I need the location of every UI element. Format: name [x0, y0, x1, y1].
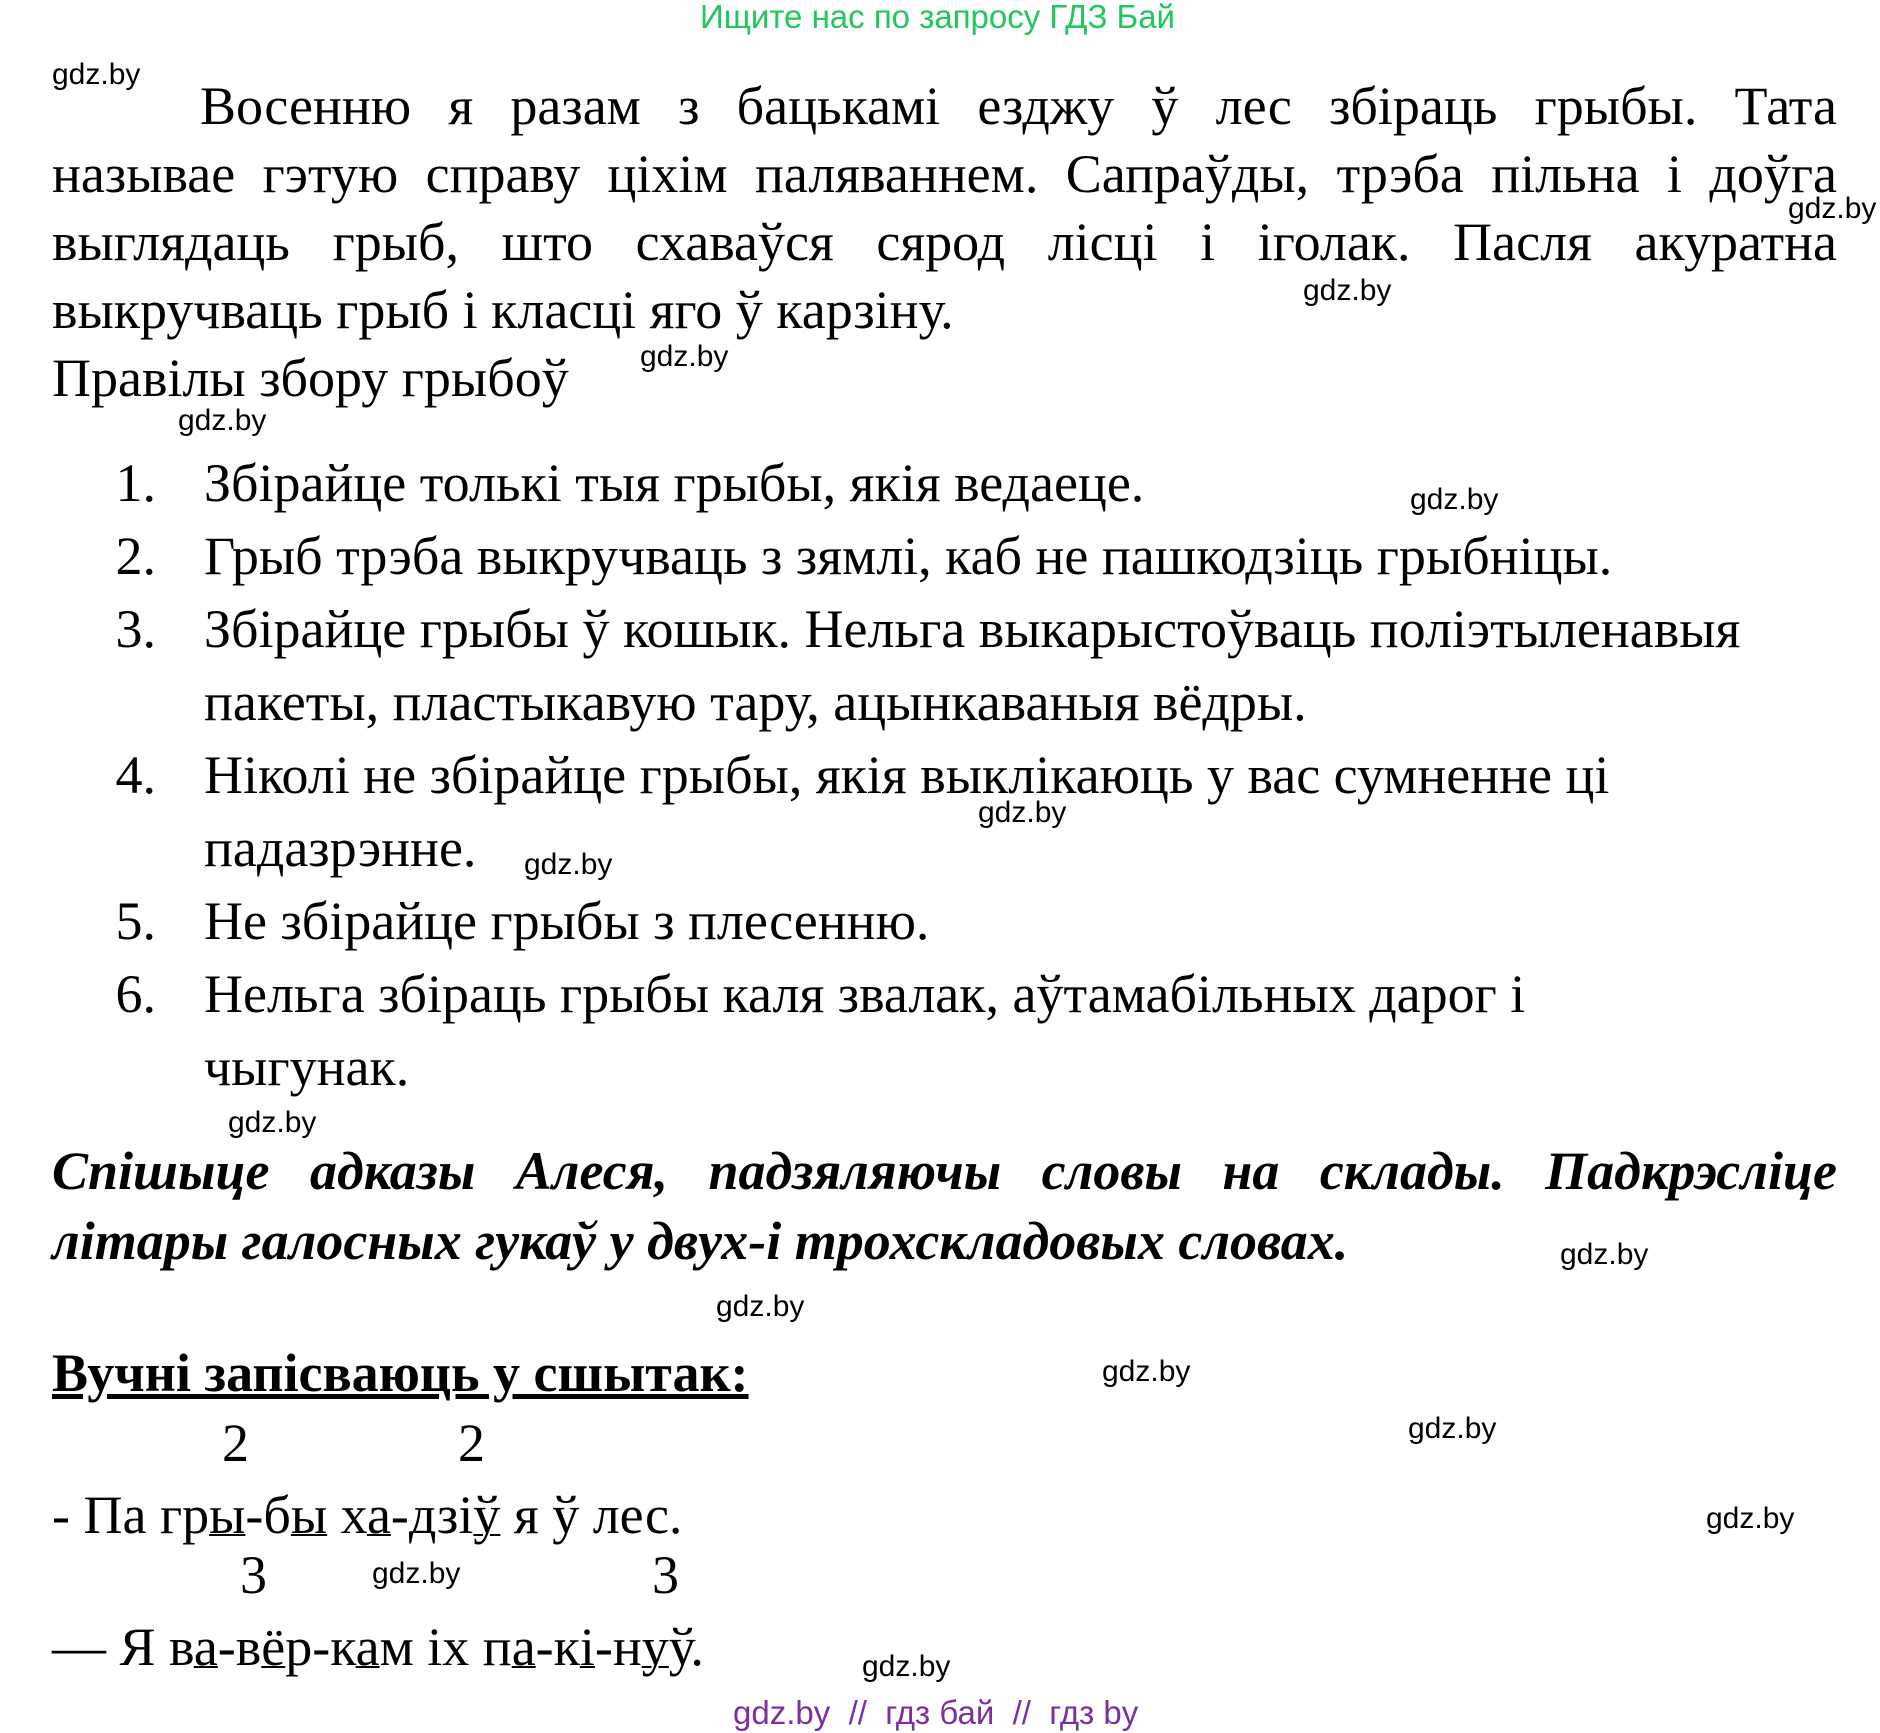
list-item [52, 885, 1852, 958]
intro-line-4: выкручваць грыб і класці яго ў карзіну. [52, 280, 954, 340]
intro-paragraph [52, 72, 1837, 344]
footer-links[interactable]: gdz.by // гдз бай // гдз by [733, 1694, 1139, 1731]
vowel-underlined: ы [290, 1485, 328, 1545]
list-item-text: Грыб трэба выкручваць з зямлі, каб не пашкодзіць грыбніцы. [204, 526, 1613, 586]
watermark: gdz.by [52, 58, 141, 91]
list-item-number: 4. [115, 745, 156, 805]
vowel-underlined: ё [261, 1617, 286, 1677]
vowel-underlined: а [193, 1617, 218, 1677]
list-item-number: 2. [115, 526, 156, 586]
syllable-text: ў. [668, 1617, 704, 1677]
syllable-text: я ў лес. [500, 1485, 683, 1545]
list-item-number: 1. [115, 453, 156, 513]
watermark: gdz.by [716, 1290, 805, 1323]
syllable-text: — Я в [52, 1617, 194, 1677]
list-item-text: Збірайце грыбы ў кошык. Нельга выкарыстоўваць поліэтыленавыя пакеты, пластыкавую тару, ацынкаваныя вёдры. [204, 599, 1741, 732]
answer-line-1 [52, 1484, 682, 1546]
watermark: gdz.by [228, 1106, 317, 1139]
vowel-underlined: а [511, 1617, 536, 1677]
syllable-text: р-к [285, 1617, 356, 1677]
list-item [52, 447, 1852, 520]
syllable-text: - Па гр [52, 1485, 210, 1545]
watermark: gdz.by [1102, 1355, 1191, 1388]
watermark: gdz.by [640, 340, 729, 373]
syllable-count-mark: 2 [458, 1413, 485, 1473]
watermark: gdz.by [1303, 274, 1392, 307]
vowel-underlined: ў [473, 1485, 501, 1545]
vowel-underlined: а [366, 1485, 391, 1545]
syllable-text: -н [594, 1617, 642, 1677]
watermark: gdz.by [1408, 1412, 1497, 1445]
syllable-text: м іх п [379, 1617, 512, 1677]
list-item [52, 520, 1852, 593]
vowel-underlined: а [355, 1617, 380, 1677]
intro-line-3: выглядаць грыб, што схаваўся сярод лісці і іголак. Пасля акуратна [52, 212, 1837, 272]
watermark: gdz.by [372, 1557, 461, 1590]
list-item-text: Ніколі не збірайце грыбы, якія выклікаюць у вас сумненне ці падазрэнне. [204, 745, 1610, 878]
top-banner[interactable]: Ищите нас по запросу ГДЗ Бай [700, 0, 1175, 35]
watermark: gdz.by [178, 404, 267, 437]
syllable-count-mark: 3 [652, 1545, 679, 1605]
copy-title: Вучні запісваюць у сшытак: [52, 1343, 749, 1403]
intro-line-1: Восенню я разам з бацькамі езджу ў лес збіраць грыбы. Тата [200, 76, 1837, 136]
list-item [52, 593, 1852, 739]
syllable-count-mark: 3 [240, 1545, 267, 1605]
syllable-text: х [327, 1485, 367, 1545]
task-instruction: Спішыце адказы Алеся, падзяляючы словы на склады. Падкрэсліце літары галосных гукаў у двух-і трохскладовых словах. [52, 1141, 1837, 1271]
syllable-text: -к [535, 1617, 580, 1677]
list-item-number: 5. [115, 891, 156, 951]
watermark: gdz.by [1410, 483, 1499, 516]
list-item-number: 3. [115, 599, 156, 659]
list-item [52, 958, 1852, 1104]
list-item-text: Не збірайце грыбы з плесенню. [204, 891, 930, 951]
vowel-underlined: ы [209, 1485, 246, 1545]
vowel-underlined: і [579, 1617, 595, 1677]
syllable-text: -б [245, 1485, 291, 1545]
rules-list [52, 447, 1852, 1104]
answer-line-2 [52, 1616, 704, 1678]
intro-line-2: называе гэтую справу ціхім паляваннем. Сапраўды, трэба пільна і доўга [52, 144, 1837, 204]
watermark: gdz.by [978, 796, 1067, 829]
watermark: gdz.by [1560, 1238, 1649, 1271]
watermark: gdz.by [1788, 192, 1877, 225]
syllable-text: -в [217, 1617, 262, 1677]
watermark: gdz.by [524, 848, 613, 881]
syllable-text: -дзі [390, 1485, 474, 1545]
list-item-text: Нельга збіраць грыбы каля звалак, аўтамабільных дарог і чыгунак. [204, 964, 1526, 1097]
list-item [52, 739, 1852, 885]
vowel-underlined: у [641, 1617, 669, 1677]
list-item-number: 6. [115, 964, 156, 1024]
list-item-text: Збірайце толькі тыя грыбы, якія ведаеце. [204, 453, 1145, 513]
watermark: gdz.by [1706, 1502, 1795, 1535]
watermark: gdz.by [862, 1650, 951, 1683]
syllable-count-mark: 2 [222, 1413, 249, 1473]
rules-title: Правілы збору грыбоў [52, 348, 569, 408]
